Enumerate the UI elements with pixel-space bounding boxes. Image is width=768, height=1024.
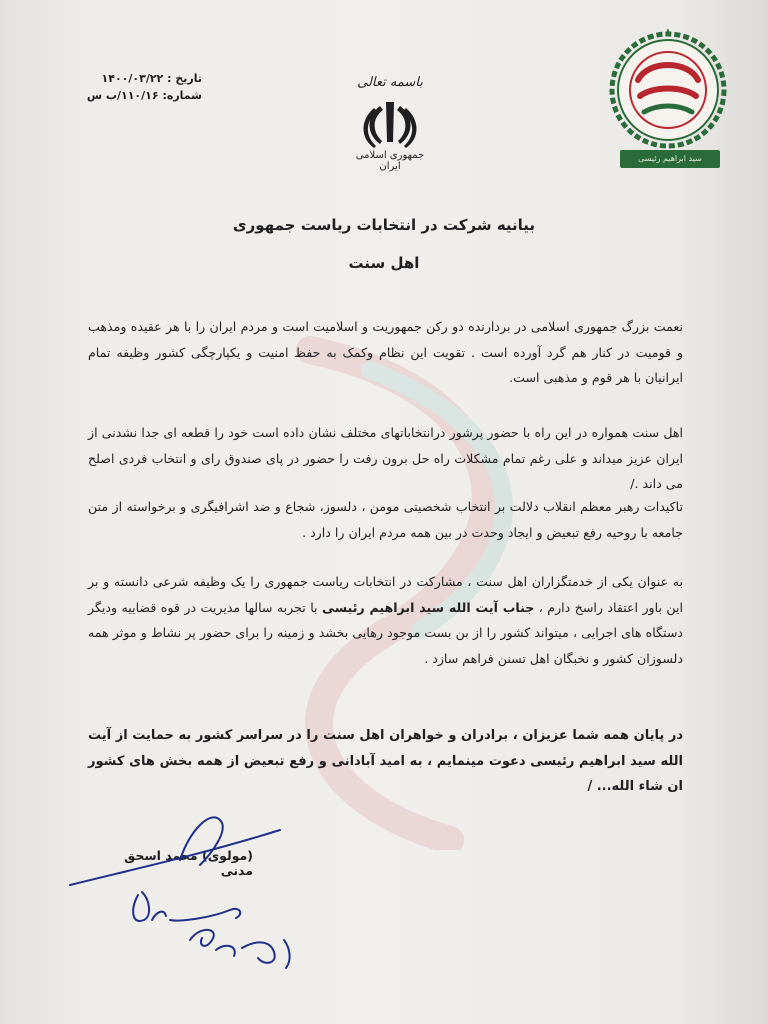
handwritten-signature bbox=[60, 800, 320, 1000]
signatory-name: (مولوی) محمد اسحق مدنی bbox=[124, 848, 253, 878]
document-subtitle: اهل سنت bbox=[348, 254, 420, 272]
date-value: ۱۴۰۰/۰۳/۲۲ bbox=[101, 72, 164, 85]
emblem-subtitle: جمهوری اسلامی ایران bbox=[355, 150, 425, 172]
date-label: تاریخ : bbox=[167, 72, 202, 85]
paragraph-4 bbox=[88, 569, 683, 671]
document-meta bbox=[86, 70, 202, 104]
number-value: ۱۱۰/۱۶/ب س bbox=[86, 89, 159, 102]
paragraph-2: اهل سنت همواره در این راه با حضور پرشور درانتخاباتهای مختلف نشان داده است خود را قطعه ای جدا نشدنی از ایران عزیز میداند و علی رغم تمام مشکلات راه حل برون رفت را حضور در پای صندوق رای و انتخاب فردی اصلح می داند ./ bbox=[88, 425, 683, 491]
logo-caption: سید ابراهیم رئیسی bbox=[620, 150, 720, 168]
paragraph-4-candidate: جناب آیت الله سید ابراهیم رئیسی bbox=[322, 599, 535, 615]
paragraph-4-after: با تجربه سالها مدیریت در قوه قضاییه ودیگر دستگاه های اجرایی ، میتواند کشور را از بن بست موجود رهایی بخشد و زمینه را برای حضور پر نشاط و موثر همه دلسوزان کشور و نخبگان اهل تسنن فراهم سازد . bbox=[88, 599, 683, 666]
number-label: شماره: bbox=[162, 89, 202, 102]
paragraph-5: در پایان همه شما عزیزان ، برادران و خواهران اهل سنت را در سراسر کشور به حمایت از آیت الله سید ابراهیم رئیسی دعوت مینمایم ، به امید آبادانی و رفع تبعیض از همه بخش های کشور ان شاء الله... / bbox=[88, 728, 683, 794]
paragraph-4-before: به عنوان یکی از خدمتگزاران اهل سنت ، مشارکت در انتخابات ریاست جمهوری را یک وظیفه شرعی دانسته و بر این باور اعتقاد راسخ دارم ، bbox=[88, 574, 683, 615]
paragraph-3: تاکیدات رهبر معظم انقلاب دلالت بر انتخاب شخصیتی مومن ، دلسوز، شجاع و ضد اشرافیگری و برخواسته از متن جامعه با روحیه رفع تبعیض و ایجاد وحدت در بین همه مردم ایران را دارد . bbox=[88, 499, 683, 540]
emblem-calligraphy: باسمه تعالی bbox=[357, 75, 423, 90]
paragraph-1: نعمت بزرگ جمهوری اسلامی در بردارنده دو رکن جمهوریت و اسلامیت است و مردم ایران را با هر عقیده ومذهب و قومیت در کنار هم گرد آورده است . تقویت این نظام وکمک به حفظ امنیت و یکپارچگی کشور وظیفه تمام ایرانیان با هر قوم و مذهبی است. bbox=[88, 319, 683, 385]
document-title: بیانیه شرکت در انتخابات ریاست جمهوری bbox=[232, 216, 536, 234]
